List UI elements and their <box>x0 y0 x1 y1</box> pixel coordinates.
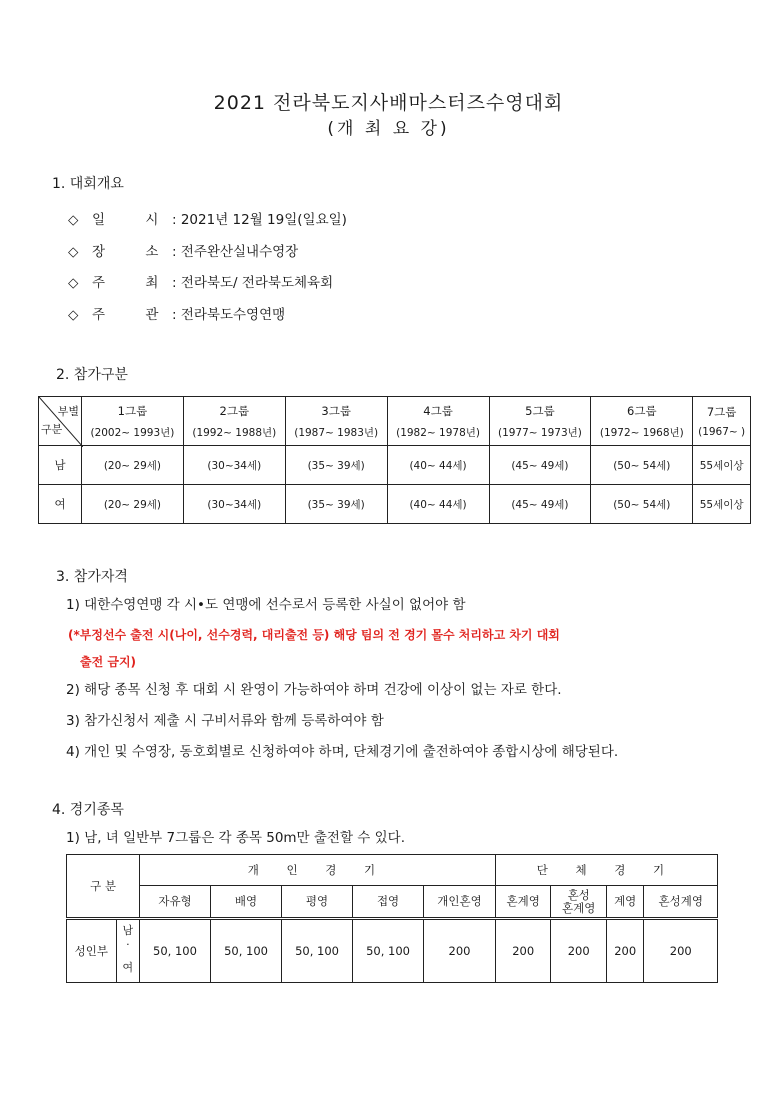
corner-top-label: 부별 <box>57 405 79 418</box>
team-header: 단 체 경 기 <box>495 855 717 886</box>
corner-cell <box>39 397 82 446</box>
event-header: 혼계영 <box>495 886 551 919</box>
diamond-bullet-icon: ◇ <box>68 275 79 291</box>
event-header: 자유형 <box>140 886 211 919</box>
group-name: 4그룹 <box>423 403 453 418</box>
group-header-5 <box>489 397 591 446</box>
section4-heading: 4. 경기종목 <box>52 802 124 818</box>
document-title: 2021 전라북도지사배마스터즈수영대회 <box>213 92 564 114</box>
age-range-cell: (45~ 49세) <box>489 446 591 485</box>
gender-female: 여 <box>116 953 139 983</box>
overview-key: 주 최 <box>92 275 177 291</box>
age-range-cell: (45~ 49세) <box>489 485 591 524</box>
event-header: 혼성 혼계영 <box>551 886 607 919</box>
diamond-bullet-icon: ◇ <box>68 307 79 323</box>
group-header-2 <box>183 397 285 446</box>
participation-header-row <box>39 397 751 446</box>
group-name: 7그룹 <box>706 405 737 419</box>
diamond-bullet-icon: ◇ <box>68 244 79 260</box>
overview-key: 일 시 <box>92 212 177 228</box>
event-header: 배영 <box>211 886 282 919</box>
age-range-cell: (30~34세) <box>183 485 285 524</box>
participation-table <box>38 396 751 524</box>
group-header-3 <box>285 397 387 446</box>
age-range-cell: (30~34세) <box>183 446 285 485</box>
overview-item <box>68 208 347 228</box>
group-years: (2002~ 1993년) <box>90 426 175 439</box>
events-table <box>66 854 718 983</box>
gubun-cell: 구 분 <box>67 855 140 919</box>
group-years: (1972~ 1968년) <box>599 426 684 439</box>
events-row-top <box>67 919 718 953</box>
age-range-cell: (40~ 44세) <box>387 485 489 524</box>
group-name: 1그룹 <box>117 403 148 418</box>
gender-label: 여 <box>39 485 82 524</box>
age-range-cell: (40~ 44세) <box>387 446 489 485</box>
group-header-7 <box>693 397 751 446</box>
overview-item <box>68 271 333 291</box>
overview-key: 주 관 <box>92 307 177 323</box>
age-range-cell: 55세이상 <box>693 485 751 524</box>
age-range-cell: (50~ 54세) <box>591 446 693 485</box>
diamond-bullet-icon: ◇ <box>68 212 79 228</box>
overview-value: : 전라북도수영연맹 <box>172 307 286 323</box>
group-name: 2그룹 <box>219 403 250 418</box>
age-range-cell: (35~ 39세) <box>285 446 387 485</box>
age-range-cell: (50~ 54세) <box>591 485 693 524</box>
adult-division-label: 성인부 <box>67 919 117 983</box>
document-subtitle: (개 최 요 강) <box>327 119 450 139</box>
age-range-cell: 55세이상 <box>693 446 751 485</box>
qualification-1: 1) 대한수영연맹 각 시•도 연맹에 선수로서 등록한 사실이 없어야 함 <box>66 597 466 613</box>
event-value: 50, 100 <box>282 919 353 983</box>
corner-bottom-label: 구분 <box>41 423 63 436</box>
event-value: 50, 100 <box>211 919 282 983</box>
event-header: 접영 <box>353 886 424 919</box>
group-name: 6그룹 <box>627 403 657 418</box>
group-years: (1982~ 1978년) <box>396 426 481 439</box>
gender-dot: · <box>126 937 130 951</box>
event-value: 200 <box>644 919 718 983</box>
overview-value: : 전주완산실내수영장 <box>172 244 299 260</box>
event-value: 50, 100 <box>353 919 424 983</box>
section4-note: 1) 남, 녀 일반부 7그룹은 각 종목 50m만 출전할 수 있다. <box>66 830 406 846</box>
event-header: 혼성계영 <box>644 886 718 919</box>
group-years: (1967~ ) <box>698 426 746 438</box>
overview-item <box>68 303 285 323</box>
group-name: 5그룹 <box>525 403 555 418</box>
overview-value: : 전라북도/ 전라북도체육회 <box>172 275 334 291</box>
group-header-6 <box>591 397 693 446</box>
event-value: 200 <box>551 919 607 983</box>
age-range-cell: (20~ 29세) <box>82 485 184 524</box>
section3-heading: 3. 참가자격 <box>56 569 128 585</box>
warning-line-2: 출전 금지) <box>80 655 137 669</box>
participation-row <box>39 446 751 485</box>
qualification-2: 2) 해당 종목 신청 후 대회 시 완영이 가능하여야 하며 건강에 이상이 없는 자로 한다. <box>66 682 562 698</box>
overview-key: 장 소 <box>92 244 177 260</box>
event-header: 평영 <box>282 886 353 919</box>
event-value: 200 <box>606 919 644 983</box>
event-header: 계영 <box>606 886 644 919</box>
group-years: (1987~ 1983년) <box>294 426 379 439</box>
event-value: 200 <box>424 919 496 983</box>
overview-value: : 2021년 12월 19일(일요일) <box>172 212 347 228</box>
events-header-row-1 <box>67 855 718 886</box>
warning-line-1: (*부정선수 출전 시(나이, 선수경력, 대리출전 등) 해당 팀의 전 경기 몰수 처리하고 차기 대회 <box>68 628 560 642</box>
events-header-row-2 <box>67 886 718 919</box>
overview-item <box>68 240 298 260</box>
gender-top <box>116 919 139 953</box>
event-value: 200 <box>495 919 551 983</box>
section2-heading: 2. 참가구분 <box>56 367 128 383</box>
event-value: 50, 100 <box>140 919 211 983</box>
qualification-4: 4) 개인 및 수영장, 동호회별로 신청하여야 하며, 단체경기에 출전하여야 종합시상에 해당된다. <box>66 744 619 760</box>
gender-male: 남 <box>122 923 134 937</box>
group-years: (1977~ 1973년) <box>497 426 582 439</box>
group-name: 3그룹 <box>321 403 351 418</box>
group-years: (1992~ 1988년) <box>192 426 277 439</box>
participation-row <box>39 485 751 524</box>
gender-label: 남 <box>39 446 82 485</box>
section1-heading: 1. 대회개요 <box>52 176 124 192</box>
group-header-1 <box>82 397 184 446</box>
event-header: 개인혼영 <box>424 886 496 919</box>
age-range-cell: (20~ 29세) <box>82 446 184 485</box>
age-range-cell: (35~ 39세) <box>285 485 387 524</box>
group-header-4 <box>387 397 489 446</box>
qualification-3: 3) 참가신청서 제출 시 구비서류와 함께 등록하여야 함 <box>66 713 384 729</box>
individual-header: 개 인 경 기 <box>140 855 496 886</box>
